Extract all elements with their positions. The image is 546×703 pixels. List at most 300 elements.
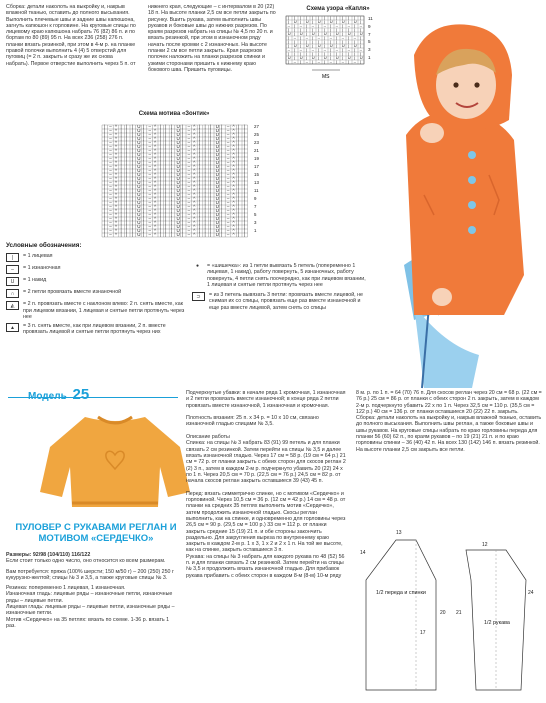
stitch-symbol: | bbox=[131, 152, 133, 158]
stitch-symbol: – bbox=[109, 152, 112, 158]
stitch-symbol: | bbox=[238, 160, 240, 166]
stitch-symbol: – bbox=[226, 196, 230, 202]
stitch-symbol: U bbox=[176, 152, 180, 158]
stitch-symbol: – bbox=[359, 47, 363, 53]
stitch-symbol: | bbox=[198, 228, 201, 234]
stitch-symbol: – bbox=[109, 148, 112, 154]
stitch-symbol: | bbox=[359, 27, 361, 33]
stitch-symbol: ^ bbox=[232, 180, 235, 186]
stitch-symbol: | bbox=[221, 212, 223, 218]
stitch-symbol: | bbox=[204, 132, 206, 138]
stitch-symbol: | bbox=[204, 164, 206, 170]
stitch-symbol: | bbox=[287, 27, 289, 33]
stitch-symbol: | bbox=[335, 15, 337, 21]
stitch-symbol: | bbox=[198, 148, 201, 154]
stitch-symbol: U bbox=[341, 43, 345, 49]
stitch-symbol: | bbox=[243, 204, 245, 210]
stitch-symbol: U bbox=[215, 156, 219, 162]
stitch-symbol: | bbox=[221, 152, 223, 158]
stitch-symbol: | bbox=[170, 180, 173, 186]
stitch-symbol: | bbox=[131, 196, 133, 202]
stitch-symbol: | bbox=[353, 51, 355, 57]
stitch-symbol: ^ bbox=[232, 216, 235, 222]
stitch-symbol: | bbox=[204, 200, 206, 206]
stitch-symbol: | bbox=[238, 212, 240, 218]
stitch-symbol: | bbox=[103, 124, 105, 130]
stitch-symbol: | bbox=[305, 15, 307, 21]
stitch-symbol: | bbox=[305, 47, 307, 53]
stitch-symbol: ^ bbox=[154, 124, 157, 130]
stitch-symbol: – bbox=[148, 200, 151, 206]
stitch-symbol: | bbox=[341, 23, 343, 29]
stitch-symbol: | bbox=[126, 148, 128, 154]
stitch-symbol: U bbox=[311, 31, 315, 37]
stitch-symbol: U bbox=[215, 184, 219, 190]
umbrella-row-number: 7 bbox=[254, 204, 257, 209]
stitch-symbol: | bbox=[103, 212, 105, 218]
stitch-symbol: U bbox=[176, 228, 180, 234]
stitch-symbol: – bbox=[226, 224, 230, 230]
umbrella-row-number: 19 bbox=[254, 156, 259, 161]
stitch-symbol: | bbox=[210, 180, 212, 186]
stitch-symbol: | bbox=[317, 23, 319, 29]
stitch-symbol: U bbox=[176, 180, 180, 186]
stitch-symbol: | bbox=[243, 132, 245, 138]
drop-row-number: 11 bbox=[368, 16, 373, 21]
stitch-symbol: U bbox=[299, 55, 303, 61]
stitch-symbol: | bbox=[142, 200, 145, 206]
stitch-symbol: U bbox=[137, 136, 141, 142]
stitch-symbol: | bbox=[120, 184, 122, 190]
stitch-symbol: ^ bbox=[114, 220, 118, 226]
stitch-symbol: U bbox=[137, 200, 141, 206]
stitch-symbol: | bbox=[142, 176, 145, 182]
stitch-symbol: – bbox=[187, 232, 191, 238]
stitch-symbol: | bbox=[103, 152, 105, 158]
stitch-symbol: ^ bbox=[114, 144, 118, 150]
stitch-symbol: | bbox=[165, 204, 167, 210]
stitch-symbol: U bbox=[176, 196, 180, 202]
stitch-symbol: – bbox=[299, 23, 303, 29]
stitch-symbol: – bbox=[109, 192, 112, 198]
legend-item bbox=[6, 323, 191, 336]
stitch-symbol: U bbox=[215, 140, 219, 146]
schem-dim: 13 bbox=[396, 530, 402, 536]
stitch-symbol: | bbox=[170, 168, 173, 174]
legend-item bbox=[6, 301, 191, 320]
stitch-symbol: | bbox=[299, 27, 301, 33]
stitch-symbol: | bbox=[126, 184, 128, 190]
stitch-symbol: | bbox=[198, 152, 201, 158]
stitch-symbol: | bbox=[182, 216, 184, 222]
umbrella-row-number: 1 bbox=[254, 228, 257, 233]
stitch-symbol: U bbox=[176, 200, 180, 206]
stitch-symbol: | bbox=[126, 224, 128, 230]
stitch-symbol: | bbox=[204, 204, 206, 210]
stitch-symbol: | bbox=[165, 180, 167, 186]
stitch-symbol: | bbox=[159, 160, 161, 166]
stitch-symbol: | bbox=[243, 228, 245, 234]
stitch-symbol: | bbox=[170, 160, 173, 166]
stitch-symbol: U bbox=[176, 204, 180, 210]
stitch-symbol: – bbox=[148, 136, 151, 142]
stitch-symbol: U bbox=[215, 152, 219, 158]
stitch-symbol: | bbox=[204, 176, 206, 182]
stitch-symbol: – bbox=[109, 124, 112, 130]
stitch-symbol: | bbox=[103, 140, 105, 146]
stitch-symbol: ^ bbox=[193, 160, 196, 166]
stitch-symbol: – bbox=[226, 180, 230, 186]
stitch-symbol: | bbox=[210, 208, 212, 214]
stitch-symbol: ^ bbox=[154, 140, 157, 146]
stitch-symbol: – bbox=[323, 23, 327, 29]
stitch-symbol: U bbox=[317, 43, 321, 49]
stitch-symbol: | bbox=[142, 212, 145, 218]
stitch-symbol: – bbox=[148, 212, 151, 218]
stitch-symbol: U bbox=[176, 176, 180, 182]
stitch-symbol: – bbox=[148, 184, 151, 190]
stitch-symbol: | bbox=[243, 188, 245, 194]
stitch-symbol: – bbox=[187, 168, 191, 174]
stitch-symbol: | bbox=[204, 192, 206, 198]
stitch-symbol: ^ bbox=[193, 192, 196, 198]
stitch-symbol: – bbox=[109, 132, 112, 138]
stitch-symbol: ^ bbox=[232, 220, 235, 226]
stitch-symbol: U bbox=[329, 19, 333, 25]
stitch-symbol: ^ bbox=[154, 148, 157, 154]
stitch-symbol: U bbox=[137, 152, 141, 158]
stitch-symbol: – bbox=[109, 200, 112, 206]
stitch-symbol: | bbox=[359, 43, 361, 49]
stitch-symbol: | bbox=[170, 140, 173, 146]
stitch-symbol: | bbox=[142, 168, 145, 174]
stitch-symbol: U bbox=[215, 204, 219, 210]
stitch-symbol: | bbox=[103, 208, 105, 214]
stitch-symbol: | bbox=[103, 136, 105, 142]
stitch-symbol: ^ bbox=[232, 192, 235, 198]
rib-text: Резинка: попеременно 1 лицевая, 1 изнаночная. bbox=[6, 585, 126, 592]
stitch-symbol: | bbox=[159, 232, 161, 238]
stitch-symbol: | bbox=[243, 168, 245, 174]
stitch-symbol: | bbox=[359, 15, 361, 21]
stitch-symbol: U bbox=[176, 132, 180, 138]
stitch-symbol: | bbox=[204, 152, 206, 158]
stitch-symbol: | bbox=[243, 200, 245, 206]
stitch-symbol: U bbox=[323, 55, 327, 61]
stitch-symbol: | bbox=[142, 196, 145, 202]
stitch-symbol: ^ bbox=[154, 168, 157, 174]
stitch-symbol: | bbox=[182, 192, 184, 198]
stitch-symbol: | bbox=[165, 232, 167, 238]
stitch-symbol: U bbox=[215, 200, 219, 206]
stitch-symbol: | bbox=[243, 152, 245, 158]
stitch-symbol: ^ bbox=[232, 196, 235, 202]
stitch-symbol: | bbox=[329, 51, 331, 57]
stitch-symbol: ^ bbox=[193, 176, 196, 182]
stitch-symbol: | bbox=[142, 164, 145, 170]
stitch-symbol: | bbox=[243, 140, 245, 146]
stitch-symbol: | bbox=[243, 220, 245, 226]
stitch-symbol: | bbox=[287, 51, 289, 57]
stitch-symbol: | bbox=[142, 152, 145, 158]
stitch-symbol: | bbox=[238, 224, 240, 230]
stitch-symbol: | bbox=[131, 224, 133, 230]
stitch-symbol: | bbox=[126, 160, 128, 166]
drop-scheme-grid bbox=[282, 12, 394, 82]
stitch-symbol: U bbox=[137, 188, 141, 194]
stitch-symbol: | bbox=[131, 228, 133, 234]
stitch-symbol: | bbox=[221, 220, 223, 226]
stitch-symbol: | bbox=[142, 136, 145, 142]
stitch-symbol: | bbox=[182, 140, 184, 146]
stitch-symbol: | bbox=[131, 160, 133, 166]
stitch-symbol: | bbox=[131, 188, 133, 194]
stitch-symbol: | bbox=[103, 164, 105, 170]
sizes-text: Размеры: 92/98 (104/110) 116/122 bbox=[6, 552, 91, 558]
stitch-symbol: | bbox=[103, 200, 105, 206]
stitch-symbol: ^ bbox=[193, 228, 196, 234]
stitch-symbol: | bbox=[165, 140, 167, 146]
stitch-symbol: – bbox=[187, 152, 191, 158]
stitch-symbol: – bbox=[323, 47, 327, 53]
stitch-symbol: | bbox=[323, 59, 325, 65]
stitch-symbol: | bbox=[103, 196, 105, 202]
stitch-symbol: | bbox=[305, 27, 307, 33]
stitch-symbol: | bbox=[238, 136, 240, 142]
stitch-symbol: – bbox=[187, 184, 191, 190]
stitch-symbol: | bbox=[210, 216, 212, 222]
stitch-symbol: | bbox=[126, 188, 128, 194]
stitch-symbol: ^ bbox=[193, 208, 196, 214]
stitch-symbol: | bbox=[165, 200, 167, 206]
stitch-symbol: ^ bbox=[154, 152, 157, 158]
stitch-symbol: U bbox=[137, 176, 141, 182]
stitch-symbol: – bbox=[187, 124, 191, 130]
stitch-symbol: | bbox=[359, 19, 361, 25]
stitch-symbol: | bbox=[311, 43, 313, 49]
stitch-symbol: | bbox=[323, 51, 325, 57]
stitch-symbol: ^ bbox=[114, 180, 118, 186]
stitch-symbol: | bbox=[210, 192, 212, 198]
stitch-symbol: ^ bbox=[232, 160, 235, 166]
stitch-symbol: | bbox=[165, 176, 167, 182]
stitch-symbol: | bbox=[305, 39, 307, 45]
stitch-symbol: ^ bbox=[193, 232, 196, 238]
stitch-symbol: | bbox=[103, 176, 105, 182]
stitch-symbol: | bbox=[182, 204, 184, 210]
umbrella-row-number: 23 bbox=[254, 140, 259, 145]
stitch-symbol: | bbox=[293, 51, 295, 57]
stitch-symbol: | bbox=[221, 172, 223, 178]
stitch-symbol: | bbox=[120, 124, 122, 130]
umbrella-row-number: 5 bbox=[254, 212, 257, 217]
stitch-symbol: ^ bbox=[154, 196, 157, 202]
legend-item bbox=[192, 292, 370, 311]
stitch-symbol: | bbox=[120, 232, 122, 238]
schem-dim: 12 bbox=[482, 542, 488, 548]
stitch-symbol: | bbox=[126, 216, 128, 222]
stitch-symbol: | bbox=[204, 220, 206, 226]
stitch-symbol: | bbox=[182, 212, 184, 218]
stitch-symbol: | bbox=[165, 136, 167, 142]
stitch-symbol: – bbox=[109, 136, 112, 142]
stitch-symbol: – bbox=[109, 228, 112, 234]
stitch-symbol: | bbox=[221, 196, 223, 202]
drop-row-number: 7 bbox=[368, 31, 371, 37]
stitch-symbol: | bbox=[182, 232, 184, 238]
stitch-symbol: | bbox=[335, 19, 337, 25]
heart-text: Мотив «Сердечко» на 35 петлях: вязать по схеме. 1-36 р. вязать 1 раз. bbox=[6, 616, 171, 629]
stitch-symbol: | bbox=[341, 31, 343, 37]
stitch-symbol: | bbox=[204, 172, 206, 178]
stitch-symbol: – bbox=[347, 23, 351, 29]
model-title: ПУЛОВЕР С РУКАВАМИ РЕГЛАН И МОТИВОМ «СЕРДЕЧКО» bbox=[15, 522, 177, 544]
stitch-symbol: ^ bbox=[193, 216, 196, 222]
stitch-symbol: – bbox=[311, 47, 315, 53]
stitch-symbol: | bbox=[120, 180, 122, 186]
stitch-symbol: ^ bbox=[232, 200, 235, 206]
stitch-symbol: | bbox=[142, 148, 145, 154]
stitch-symbol: | bbox=[341, 51, 343, 57]
stitch-symbol: U bbox=[305, 43, 309, 49]
stitch-symbol: ^ bbox=[193, 188, 196, 194]
stitch-symbol: | bbox=[353, 39, 355, 45]
stitch-symbol: | bbox=[182, 180, 184, 186]
stitch-symbol: ^ bbox=[232, 148, 235, 154]
stitch-symbol: | bbox=[347, 19, 349, 25]
stitch-symbol: | bbox=[103, 156, 105, 162]
stitch-symbol: – bbox=[187, 148, 191, 154]
stitch-symbol: | bbox=[170, 228, 173, 234]
stitch-symbol: – bbox=[226, 192, 230, 198]
stitch-symbol: | bbox=[238, 176, 240, 182]
stitch-symbol: ^ bbox=[193, 168, 196, 174]
stitch-symbol: | bbox=[198, 160, 201, 166]
stitch-symbol: ^ bbox=[114, 188, 118, 194]
stitch-symbol: ^ bbox=[114, 216, 118, 222]
stitch-symbol: | bbox=[204, 180, 206, 186]
stitch-symbol: U bbox=[137, 144, 141, 150]
drop-row-numbers bbox=[368, 15, 373, 62]
stitch-symbol: – bbox=[187, 132, 191, 138]
stitch-symbol: ^ bbox=[193, 164, 196, 170]
stitch-symbol: – bbox=[226, 168, 230, 174]
stitch-symbol: ^ bbox=[154, 136, 157, 142]
description-text-cont: 8 м. р. по 1 п. = 64 (70) 76 п. Для скосов реглан через 20 см = 68 р. (22 см = 76 р.) 25 см = 86 р. от планки с обеих сторон 2 п. закрыть, затем в каждом 2-м р. подчеркнуто убавить 22 х по 1 п. Через 32,5 см = 110 р. (35,5 см = 122 р.) 40 см = 136 р. от планки оставшиеся 20 (22) 22 п. закрыть. Сборка: детали наколоть на выкройку и, накрыв влажной тканью, оставить до полного высыхания. Выполнить швы реглан, а также боковые швы и швы рукавов. На круговые спицы набрать по краю горловины переда для планки 56 (60) 62 п., по краям рукавов – по 19 (21) 21 п. и по краю горловины спинки – 36 (40) 42 п. На всех 130 (142) 146 п. вязать резинкой. На высоте планки 2,5 см закрыть все петли. bbox=[356, 390, 542, 453]
stitch-symbol: | bbox=[165, 152, 167, 158]
stitch-symbol: U bbox=[137, 184, 141, 190]
stitch-symbol: ^ bbox=[193, 204, 196, 210]
photo-child-coat bbox=[384, 15, 546, 388]
legend-left bbox=[6, 243, 191, 339]
model-number: 25 bbox=[72, 386, 90, 403]
stitch-symbol: | bbox=[198, 184, 201, 190]
stitch-symbol: | bbox=[210, 164, 212, 170]
stitch-symbol: | bbox=[341, 55, 343, 61]
stitch-symbol: | bbox=[120, 140, 122, 146]
stitch-symbol: | bbox=[287, 43, 289, 49]
stitch-symbol: | bbox=[243, 172, 245, 178]
stitch-symbol: ^ bbox=[154, 184, 157, 190]
stitch-symbol: | bbox=[182, 128, 184, 134]
stitch-symbol: | bbox=[182, 228, 184, 234]
stitch-symbol: | bbox=[159, 156, 161, 162]
stitch-symbol: | bbox=[198, 216, 201, 222]
stitch-symbol: | bbox=[329, 39, 331, 45]
stitch-symbol: | bbox=[221, 176, 223, 182]
stitch-symbol: U bbox=[176, 216, 180, 222]
stitch-symbol: U bbox=[353, 43, 357, 49]
stitch-symbol: | bbox=[126, 144, 128, 150]
stitch-symbol: | bbox=[243, 136, 245, 142]
stitch-symbol: – bbox=[305, 35, 309, 41]
stitch-symbol: | bbox=[198, 196, 201, 202]
stitch-symbol: – bbox=[226, 228, 230, 234]
stitch-symbol: – bbox=[148, 196, 151, 202]
stitch-symbol: U bbox=[215, 164, 219, 170]
stitch-symbol: | bbox=[311, 51, 313, 57]
stitch-symbol: | bbox=[120, 144, 122, 150]
stitch-symbol: ^ bbox=[114, 164, 118, 170]
stitch-symbol: | bbox=[142, 192, 145, 198]
stitch-symbol: – bbox=[187, 212, 191, 218]
stitch-symbol: | bbox=[120, 148, 122, 154]
stitch-symbol: | bbox=[165, 132, 167, 138]
stitch-symbol: | bbox=[131, 172, 133, 178]
stitch-symbol: | bbox=[126, 172, 128, 178]
stitch-symbol: U bbox=[293, 43, 297, 49]
stitch-symbol: – bbox=[109, 176, 112, 182]
stitch-symbol: U bbox=[215, 124, 219, 130]
stitch-symbol: – bbox=[187, 200, 191, 206]
stitch-symbol: ^ bbox=[114, 160, 118, 166]
stitch-symbol: – bbox=[109, 144, 112, 150]
stitch-symbol: U bbox=[215, 148, 219, 154]
stitch-symbol: | bbox=[238, 200, 240, 206]
stitch-symbol: – bbox=[148, 176, 151, 182]
stitch-symbol: | bbox=[103, 180, 105, 186]
stitch-symbol: | bbox=[182, 208, 184, 214]
stitch-symbol: | bbox=[221, 208, 223, 214]
stitch-symbol: | bbox=[170, 184, 173, 190]
stitch-symbol: ^ bbox=[154, 132, 157, 138]
stitch-symbol: – bbox=[187, 216, 191, 222]
stitch-symbol: ^ bbox=[114, 228, 118, 234]
stitch-symbol: – bbox=[148, 192, 151, 198]
stitch-symbol: U bbox=[353, 19, 357, 25]
stitch-symbol: | bbox=[182, 220, 184, 226]
stitch-symbol: | bbox=[198, 208, 201, 214]
stitch-symbol: | bbox=[103, 132, 105, 138]
stitch-symbol: | bbox=[221, 228, 223, 234]
stitch-symbol: – bbox=[109, 196, 112, 202]
stitch-symbol: | bbox=[170, 152, 173, 158]
stitch-symbol: | bbox=[142, 184, 145, 190]
stitch-symbol: ^ bbox=[154, 224, 157, 230]
stitch-symbol: | bbox=[126, 232, 128, 238]
stitch-symbol: – bbox=[109, 232, 112, 238]
stitch-symbol: | bbox=[359, 35, 361, 41]
stitch-symbol: | bbox=[159, 144, 161, 150]
stitch-symbol: U bbox=[137, 172, 141, 178]
stitch-symbol: – bbox=[187, 196, 191, 202]
stitch-symbol: | bbox=[293, 55, 295, 61]
stitch-symbol: | bbox=[198, 156, 201, 162]
stitch-symbol: – bbox=[148, 168, 151, 174]
stitch-symbol: | bbox=[347, 43, 349, 49]
stitch-symbol: | bbox=[103, 228, 105, 234]
stitch-symbol: | bbox=[238, 144, 240, 150]
